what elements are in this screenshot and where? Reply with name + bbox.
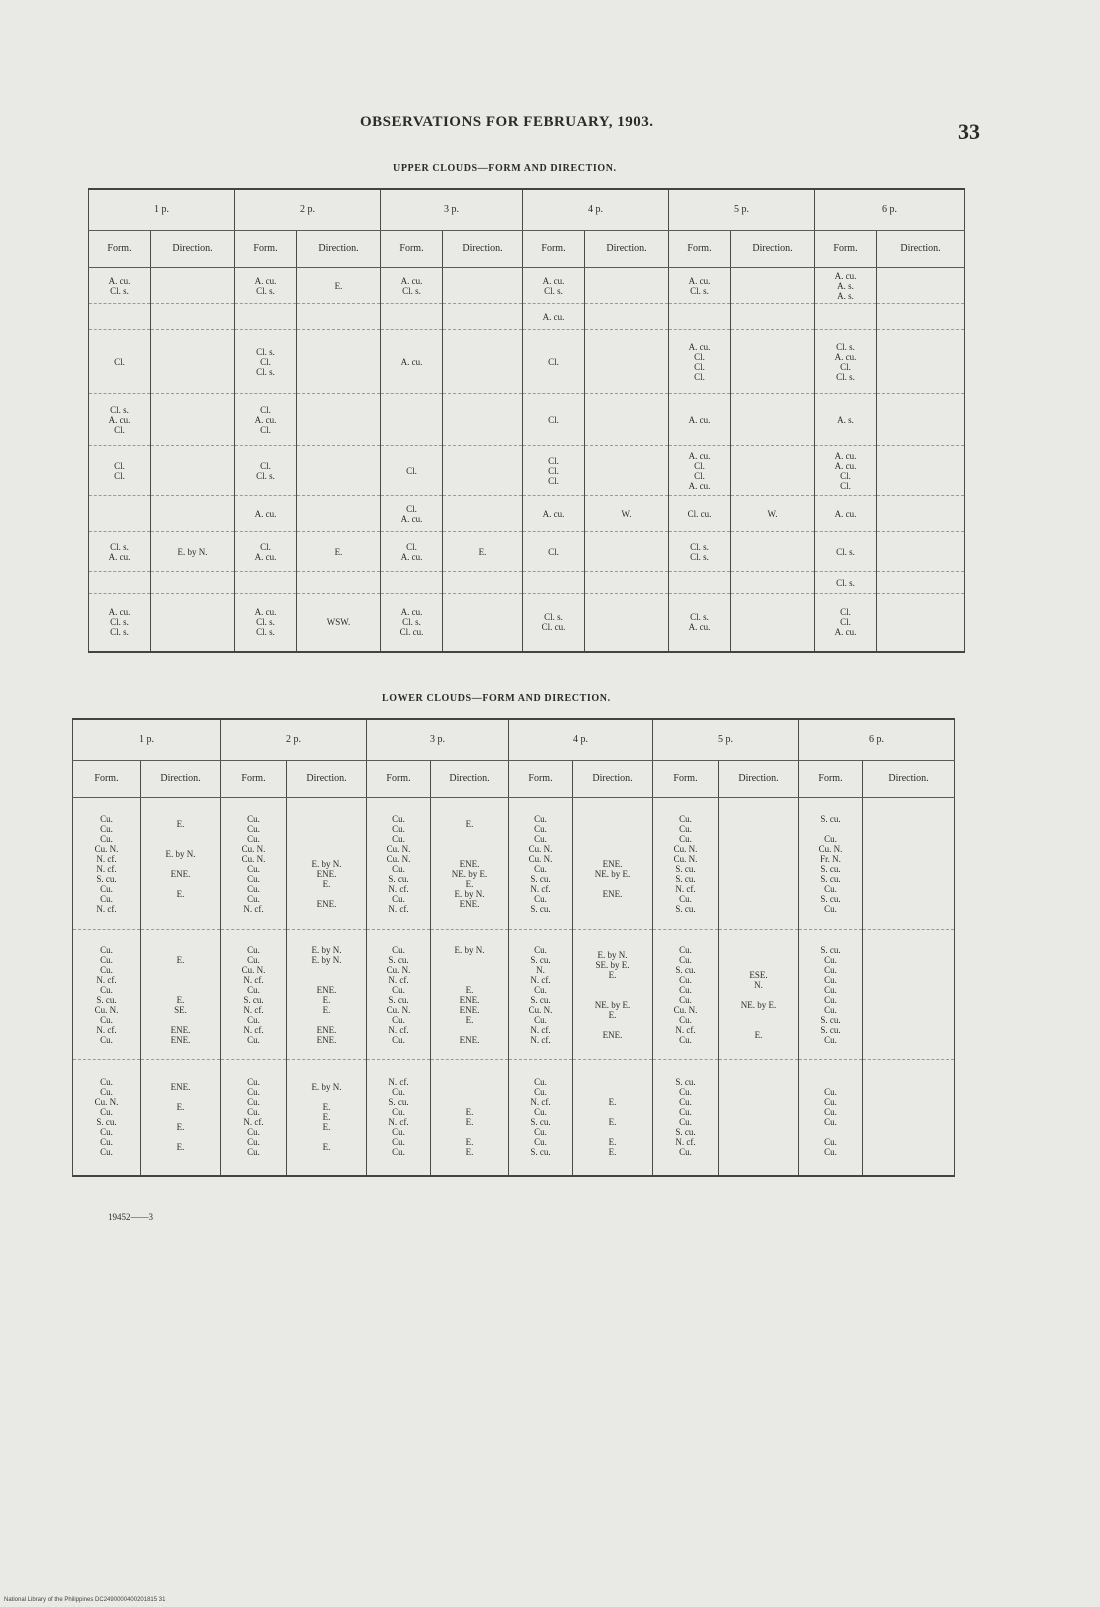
form-cell: Cl. cu.	[669, 496, 731, 532]
direction-cell	[877, 394, 965, 446]
direction-cell	[585, 532, 669, 572]
form-cell: A. cu. Cl. s.	[235, 268, 297, 304]
direction-cell	[443, 304, 523, 330]
form-cell: A. cu. A. cu. Cl. Cl.	[815, 446, 877, 496]
direction-cell: W.	[585, 496, 669, 532]
upper-direction-header: Direction.	[297, 231, 381, 268]
direction-cell	[297, 394, 381, 446]
form-cell: Cl.	[523, 394, 585, 446]
form-cell: A. cu. Cl. s. Cl. s.	[235, 594, 297, 652]
upper-form-header: Form.	[235, 231, 297, 268]
lower-form-header: Form.	[799, 761, 863, 798]
direction-cell: E. E. SE. ENE. ENE.	[141, 930, 221, 1060]
direction-cell	[585, 304, 669, 330]
direction-cell	[443, 446, 523, 496]
form-cell: Cu. Cu. Cu. Cu. N. N. cf. N. cf. S. cu. Cu. Cu. N. cf.	[73, 798, 141, 930]
direction-cell: ESE. N. NE. by E. E.	[719, 930, 799, 1060]
upper-direction-header: Direction.	[151, 231, 235, 268]
form-cell	[669, 304, 731, 330]
direction-cell	[151, 572, 235, 594]
direction-cell	[585, 572, 669, 594]
direction-cell: E. ENE. NE. by E. E. E. by N. ENE.	[431, 798, 509, 930]
upper-clouds-table	[88, 188, 965, 653]
direction-cell: E.	[297, 532, 381, 572]
form-cell	[235, 304, 297, 330]
form-cell	[523, 572, 585, 594]
direction-cell: E. by N. E. E. E. E.	[287, 1060, 367, 1176]
form-cell: S. cu. Cu. Cu. Cu. Cu. Cu. Cu. S. cu. S. cu. Cu.	[799, 930, 863, 1060]
direction-cell	[151, 594, 235, 652]
form-cell: Cl. s. A. cu.	[669, 594, 731, 652]
form-cell	[89, 304, 151, 330]
form-cell: Cl. Cl.	[89, 446, 151, 496]
lower-form-header: Form.	[221, 761, 287, 798]
table-row	[89, 532, 965, 572]
table-row	[89, 446, 965, 496]
table-row	[89, 496, 965, 532]
form-cell: A. cu. Cl. s.	[523, 268, 585, 304]
direction-cell	[877, 330, 965, 394]
form-cell	[235, 572, 297, 594]
table-row	[73, 1060, 955, 1176]
form-cell	[815, 304, 877, 330]
form-cell	[669, 572, 731, 594]
form-cell: Cl. A. cu.	[381, 496, 443, 532]
direction-cell	[877, 446, 965, 496]
page-number: 33	[958, 119, 980, 144]
archive-note: National Library of the Philippines DC2490000400201815 31	[4, 1597, 166, 1603]
upper-hour-header: 4 p.	[523, 189, 669, 231]
direction-cell	[443, 572, 523, 594]
upper-direction-header: Direction.	[443, 231, 523, 268]
form-cell	[89, 572, 151, 594]
direction-cell	[877, 304, 965, 330]
lower-hour-header: 5 p.	[653, 719, 799, 761]
direction-cell	[877, 268, 965, 304]
direction-cell	[863, 798, 955, 930]
form-cell: A. cu.	[381, 330, 443, 394]
direction-cell: ENE. E. E. E.	[141, 1060, 221, 1176]
direction-cell: E. E. E. E.	[573, 1060, 653, 1176]
form-cell: A. cu.	[523, 496, 585, 532]
direction-cell	[151, 496, 235, 532]
direction-cell: E. E. E. E.	[431, 1060, 509, 1176]
form-cell: Cl.	[523, 532, 585, 572]
lower-direction-header: Direction.	[141, 761, 221, 798]
form-cell: Cl. A. cu.	[235, 532, 297, 572]
direction-cell	[719, 1060, 799, 1176]
form-cell: Cl. Cl. Cl.	[523, 446, 585, 496]
form-cell: Cl.	[523, 330, 585, 394]
direction-cell: E. by N. ENE. E. ENE.	[287, 798, 367, 930]
form-cell: A. cu.	[669, 394, 731, 446]
lower-form-header: Form.	[509, 761, 573, 798]
direction-cell: E. E. by N. ENE. E.	[141, 798, 221, 930]
form-cell: Cu. S. cu. Cu. N. N. cf. Cu. S. cu. Cu. N. Cu. N. cf. Cu.	[367, 930, 431, 1060]
direction-cell	[731, 446, 815, 496]
form-cell: Cu. Cu. Cu. Cu. Cu. Cu.	[799, 1060, 863, 1176]
form-cell: Cu. Cu. N. cf. Cu. S. cu. Cu. Cu. S. cu.	[509, 1060, 573, 1176]
form-cell: Cu. Cu. Cu. Cu. N. Cu. N. S. cu. S. cu. N. cf. Cu. S. cu.	[653, 798, 719, 930]
form-cell: S. cu. Cu. Cu. N. Fr. N. S. cu. S. cu. Cu. S. cu. Cu.	[799, 798, 863, 930]
footer-code: 19452——3	[108, 1212, 153, 1222]
direction-cell: E.	[297, 268, 381, 304]
direction-cell	[443, 330, 523, 394]
table-row	[73, 798, 955, 930]
form-cell	[381, 394, 443, 446]
form-cell: Cl. s.	[815, 572, 877, 594]
lower-hour-header: 2 p.	[221, 719, 367, 761]
direction-cell	[443, 496, 523, 532]
direction-cell	[443, 594, 523, 652]
upper-hour-row	[89, 189, 965, 231]
direction-cell	[731, 330, 815, 394]
form-cell: Cl. s. A. cu. Cl. Cl. s.	[815, 330, 877, 394]
upper-column-row	[89, 231, 965, 268]
lower-direction-header: Direction.	[431, 761, 509, 798]
direction-cell	[877, 572, 965, 594]
table-row	[89, 304, 965, 330]
direction-cell	[585, 268, 669, 304]
form-cell: Cu. Cu. Cu. N. Cu. S. cu. Cu. Cu. Cu.	[73, 1060, 141, 1176]
form-cell: A. cu.	[235, 496, 297, 532]
form-cell: Cu. Cu. Cu. Cu. N. Cu. N. Cu. Cu. Cu. Cu. N. cf.	[221, 798, 287, 930]
direction-cell	[877, 532, 965, 572]
form-cell: Cl.	[381, 446, 443, 496]
direction-cell	[151, 268, 235, 304]
upper-hour-header: 6 p.	[815, 189, 965, 231]
form-cell: A. cu. Cl. s.	[381, 268, 443, 304]
lower-column-row	[73, 761, 955, 798]
direction-cell	[151, 330, 235, 394]
direction-cell	[297, 496, 381, 532]
form-cell: Cl. s. A. cu. Cl.	[89, 394, 151, 446]
form-cell: Cl. Cl. A. cu.	[815, 594, 877, 652]
lower-direction-header: Direction.	[573, 761, 653, 798]
table-row	[73, 930, 955, 1060]
page-title: OBSERVATIONS FOR FEBRUARY, 1903.	[360, 114, 654, 130]
lower-form-header: Form.	[653, 761, 719, 798]
lower-direction-header: Direction.	[863, 761, 955, 798]
form-cell: A. cu. Cl. s.	[669, 268, 731, 304]
form-cell: A. cu. Cl. s. Cl. cu.	[381, 594, 443, 652]
table-row	[89, 394, 965, 446]
direction-cell	[151, 446, 235, 496]
direction-cell	[297, 572, 381, 594]
direction-cell: E.	[443, 532, 523, 572]
table-row	[89, 594, 965, 652]
direction-cell	[585, 394, 669, 446]
direction-cell: W.	[731, 496, 815, 532]
lower-direction-header: Direction.	[287, 761, 367, 798]
direction-cell: E. by N. E. by N. ENE. E. E. ENE. ENE.	[287, 930, 367, 1060]
form-cell: A. cu. Cl. Cl. A. cu.	[669, 446, 731, 496]
upper-form-header: Form.	[523, 231, 585, 268]
direction-cell: E. by N. E. ENE. ENE. E. ENE.	[431, 930, 509, 1060]
direction-cell	[585, 330, 669, 394]
form-cell: A. cu. Cl. s.	[89, 268, 151, 304]
lower-form-header: Form.	[367, 761, 431, 798]
upper-hour-header: 2 p.	[235, 189, 381, 231]
form-cell: A. cu. Cl. s. Cl. s.	[89, 594, 151, 652]
lower-form-header: Form.	[73, 761, 141, 798]
form-cell: Cl. s.	[815, 532, 877, 572]
upper-form-header: Form.	[815, 231, 877, 268]
direction-cell	[443, 268, 523, 304]
direction-cell	[731, 304, 815, 330]
direction-cell: E. by N.	[151, 532, 235, 572]
form-cell: Cu. Cu. Cu. Cu. N. cf. Cu. Cu. Cu.	[221, 1060, 287, 1176]
form-cell: Cu. Cu. Cu. Cu. N. Cu. N. Cu. S. cu. N. cf. Cu. N. cf.	[367, 798, 431, 930]
upper-form-header: Form.	[669, 231, 731, 268]
direction-cell	[585, 594, 669, 652]
form-cell: Cu. Cu. Cu. N. cf. Cu. S. cu. Cu. N. Cu. N. cf. Cu.	[73, 930, 141, 1060]
direction-cell	[877, 496, 965, 532]
direction-cell	[731, 572, 815, 594]
form-cell: A. s.	[815, 394, 877, 446]
form-cell: Cl. A. cu.	[381, 532, 443, 572]
form-cell	[381, 572, 443, 594]
table-row	[89, 268, 965, 304]
form-cell: A. cu.	[815, 496, 877, 532]
form-cell: Cu. Cu. Cu. Cu. N. Cu. N. Cu. S. cu. N. cf. Cu. S. cu.	[509, 798, 573, 930]
lower-hour-header: 1 p.	[73, 719, 221, 761]
direction-cell: ENE. NE. by E. ENE.	[573, 798, 653, 930]
direction-cell	[151, 304, 235, 330]
form-cell: S. cu. Cu. Cu. Cu. Cu. S. cu. N. cf. Cu.	[653, 1060, 719, 1176]
upper-clouds-title: UPPER CLOUDS—FORM AND DIRECTION.	[393, 163, 617, 174]
direction-cell	[731, 394, 815, 446]
upper-hour-header: 1 p.	[89, 189, 235, 231]
form-cell: A. cu. Cl. Cl. Cl.	[669, 330, 731, 394]
form-cell	[89, 496, 151, 532]
upper-direction-header: Direction.	[877, 231, 965, 268]
direction-cell	[297, 330, 381, 394]
form-cell: Cl. s. A. cu.	[89, 532, 151, 572]
lower-direction-header: Direction.	[719, 761, 799, 798]
lower-clouds-title: LOWER CLOUDS—FORM AND DIRECTION.	[382, 693, 611, 704]
form-cell: Cl. s. Cl. Cl. s.	[235, 330, 297, 394]
direction-cell	[297, 304, 381, 330]
form-cell: N. cf. Cu. S. cu. Cu. N. cf. Cu. Cu. Cu.	[367, 1060, 431, 1176]
direction-cell	[877, 594, 965, 652]
table-row	[89, 572, 965, 594]
form-cell: Cl. s. Cl. s.	[669, 532, 731, 572]
form-cell: A. cu. A. s. A. s.	[815, 268, 877, 304]
direction-cell	[731, 594, 815, 652]
form-cell: Cl. A. cu. Cl.	[235, 394, 297, 446]
table-row	[89, 330, 965, 394]
form-cell: Cl. s. Cl. cu.	[523, 594, 585, 652]
direction-cell	[731, 268, 815, 304]
upper-hour-header: 5 p.	[669, 189, 815, 231]
form-cell: Cl. Cl. s.	[235, 446, 297, 496]
direction-cell	[585, 446, 669, 496]
lower-hour-header: 3 p.	[367, 719, 509, 761]
direction-cell: E. by N. SE. by E. E. NE. by E. E. ENE.	[573, 930, 653, 1060]
upper-form-header: Form.	[89, 231, 151, 268]
form-cell: Cu. Cu. S. cu. Cu. Cu. Cu. Cu. N. Cu. N. cf. Cu.	[653, 930, 719, 1060]
upper-form-header: Form.	[381, 231, 443, 268]
lower-hour-header: 4 p.	[509, 719, 653, 761]
form-cell: Cu. S. cu. N. N. cf. Cu. S. cu. Cu. N. Cu. N. cf. N. cf.	[509, 930, 573, 1060]
upper-body	[89, 268, 965, 652]
form-cell: Cu. Cu. Cu. N. N. cf. Cu. S. cu. N. cf. Cu. N. cf. Cu.	[221, 930, 287, 1060]
direction-cell	[863, 1060, 955, 1176]
direction-cell	[443, 394, 523, 446]
direction-cell: WSW.	[297, 594, 381, 652]
lower-clouds-table	[72, 718, 955, 1177]
form-cell: A. cu.	[523, 304, 585, 330]
direction-cell	[151, 394, 235, 446]
upper-direction-header: Direction.	[585, 231, 669, 268]
form-cell	[381, 304, 443, 330]
lower-hour-row	[73, 719, 955, 761]
direction-cell	[297, 446, 381, 496]
direction-cell	[863, 930, 955, 1060]
direction-cell	[731, 532, 815, 572]
form-cell: Cl.	[89, 330, 151, 394]
upper-direction-header: Direction.	[731, 231, 815, 268]
lower-hour-header: 6 p.	[799, 719, 955, 761]
lower-body	[73, 798, 955, 1176]
direction-cell	[719, 798, 799, 930]
upper-hour-header: 3 p.	[381, 189, 523, 231]
